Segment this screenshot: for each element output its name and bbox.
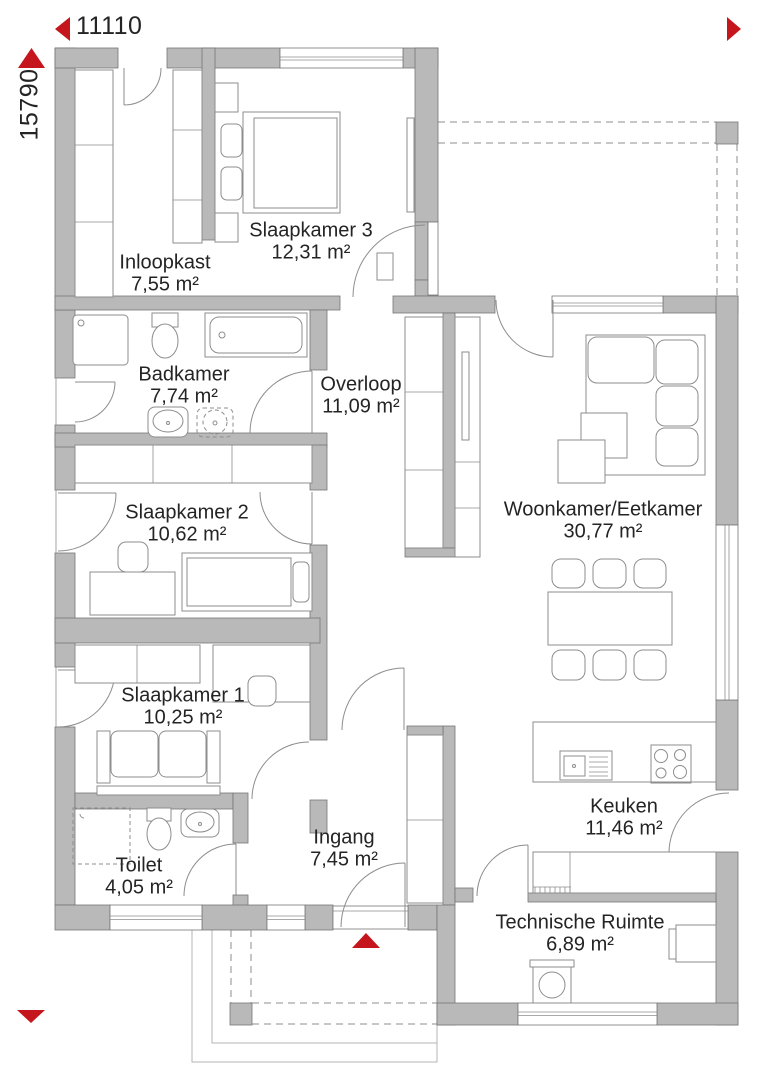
shower-tray <box>73 315 128 365</box>
room-area: 4,05 m² <box>105 876 173 898</box>
coffee-tables <box>558 413 627 483</box>
entrance-threshold <box>333 906 408 929</box>
room-name: Slaapkamer 2 <box>125 501 249 524</box>
dining-table <box>548 592 672 645</box>
room-area: 10,25 m² <box>143 706 223 728</box>
window <box>716 525 738 700</box>
room-label-slaapkamer1 <box>121 686 244 729</box>
door-swing <box>496 300 553 357</box>
door-swing <box>75 382 115 422</box>
washing-machine <box>530 960 574 1003</box>
dimension-arrow-left-icon <box>55 17 70 41</box>
porch-column <box>230 1003 252 1025</box>
room-name: Woonkamer/Eetkamer <box>503 498 703 521</box>
door-swing <box>250 371 312 433</box>
room-label-slaapkamer3 <box>249 221 372 264</box>
room-label-toilet <box>105 856 173 899</box>
side-table <box>377 253 393 280</box>
tv <box>462 352 469 440</box>
wardrobe <box>173 70 202 243</box>
kitchen-back-counter <box>533 852 716 893</box>
window <box>110 905 202 930</box>
washbasin <box>148 407 188 437</box>
appliance <box>669 925 716 962</box>
entrance-arrow-icon <box>352 933 380 948</box>
room-name: Toilet <box>115 854 163 877</box>
door-swing <box>252 742 309 799</box>
window <box>267 905 305 930</box>
single-bed <box>182 553 312 611</box>
wardrobe <box>75 70 113 297</box>
room-name: Inloopkast <box>119 251 211 274</box>
door-swing <box>260 492 312 544</box>
sofa-bench <box>97 731 220 795</box>
room-area: 6,89 m² <box>546 933 614 955</box>
double-bed <box>215 83 340 242</box>
room-label-ingang <box>310 828 378 871</box>
desk <box>90 572 175 615</box>
door-swing <box>477 845 528 896</box>
room-label-overloop <box>320 375 401 418</box>
washbasin <box>181 809 219 837</box>
hall-closet <box>405 317 443 548</box>
room-area: 7,55 m² <box>131 273 199 295</box>
room-label-woonkamer <box>504 500 703 543</box>
room-area: 11,09 m² <box>322 395 400 417</box>
room-area: 11,46 m² <box>585 817 663 839</box>
hall-closet <box>407 735 443 903</box>
terrace-column <box>716 122 738 144</box>
door-swing <box>342 668 404 730</box>
bathtub <box>205 313 307 357</box>
dimension-height-label: 15790 <box>15 68 44 141</box>
dimension-arrow-down-icon <box>17 1010 45 1023</box>
tv-cabinet <box>455 317 480 557</box>
room-area: 7,74 m² <box>150 385 218 407</box>
room-label-slaapkamer2 <box>125 503 248 546</box>
room-label-keuken <box>585 797 662 840</box>
chair <box>118 542 148 572</box>
room-name: Overloop <box>320 373 402 396</box>
window <box>518 1003 657 1025</box>
room-name: Badkamer <box>138 363 230 386</box>
door-swing <box>58 493 116 551</box>
room-name: Ingang <box>313 826 375 849</box>
door-swing <box>669 793 729 853</box>
room-label-technische <box>496 913 665 956</box>
toilet-fixture <box>147 808 171 850</box>
room-label-badkamer <box>138 365 229 408</box>
room-area: 12,31 m² <box>271 241 351 263</box>
room-label-inloopkast <box>119 253 210 296</box>
radiator <box>407 118 414 212</box>
room-area: 7,45 m² <box>310 848 378 870</box>
window <box>280 48 403 68</box>
wardrobe <box>75 645 200 683</box>
room-name: Keuken <box>590 795 658 818</box>
terrace-roof-dashed-lines <box>438 122 737 296</box>
room-name: Slaapkamer 3 <box>249 219 373 242</box>
room-area: 10,62 m² <box>147 523 227 545</box>
room-area: 30,77 m² <box>563 520 643 542</box>
wardrobe <box>75 445 312 483</box>
toilet-fixture <box>152 313 178 358</box>
door-swing <box>184 844 236 896</box>
room-name: Technische Ruimte <box>495 911 665 934</box>
dimension-arrow-right-icon <box>727 17 741 41</box>
room-name: Slaapkamer 1 <box>121 684 245 707</box>
porch-outline <box>192 930 437 1062</box>
dimension-width-label: 11110 <box>76 12 143 40</box>
window <box>552 296 663 313</box>
door-swing <box>124 68 161 105</box>
chair <box>248 676 276 706</box>
